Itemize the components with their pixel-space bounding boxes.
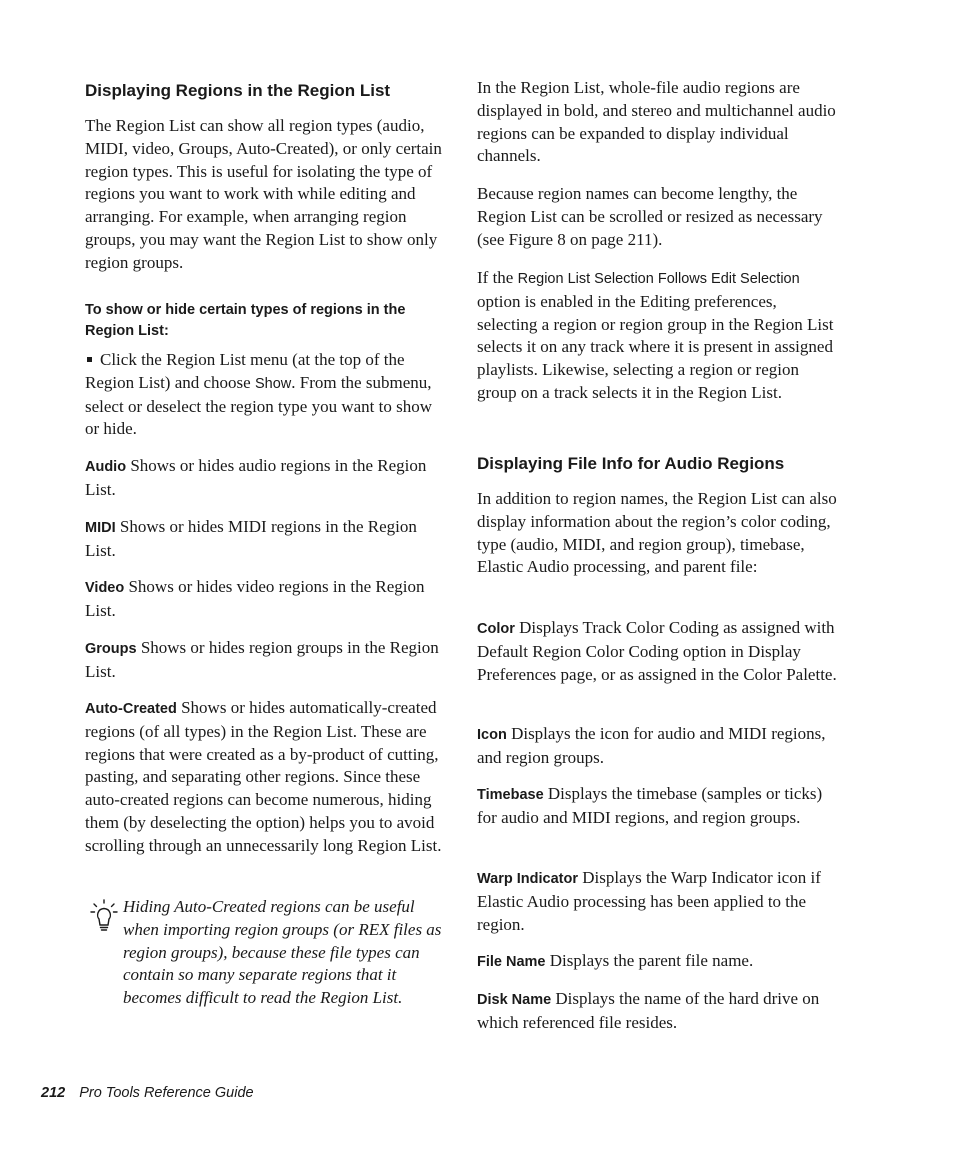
definition-item	[477, 867, 839, 936]
definition-item	[477, 783, 839, 830]
item-text: Shows or hides video regions in the Region List.	[85, 577, 425, 620]
item-term: Disk Name	[477, 992, 552, 1008]
item-term: Audio	[85, 459, 127, 475]
item-text: Shows or hides MIDI regions in the Region List.	[85, 517, 417, 560]
tip-text: Hiding Auto-Created regions can be useful when importing region groups (or REX files as region groups), because these file types can contain so many separate regions that it becomes difficult to read the Region List.	[123, 897, 442, 1008]
item-term: Timebase	[477, 787, 544, 803]
item-text: Displays the timebase (samples or ticks) for audio and MIDI regions, and region groups.	[477, 784, 823, 827]
procedure-step	[85, 349, 447, 441]
page-number: 212	[41, 1085, 66, 1101]
procedure-heading: To show or hide certain types of regions in the Region List:	[85, 302, 406, 339]
section-heading-displaying-regions: Displaying Regions in the Region List	[85, 81, 391, 100]
item-term: File Name	[477, 954, 546, 970]
definition-item	[477, 723, 839, 770]
section-heading-file-info: Displaying File Info for Audio Regions	[477, 454, 785, 473]
square-bullet-icon	[87, 357, 92, 362]
item-text: Displays the name of the hard drive on which referenced file resides.	[477, 989, 820, 1032]
definition-item	[477, 950, 839, 974]
definition-item	[477, 617, 839, 686]
intro-paragraph: The Region List can show all region types (audio, MIDI, video, Groups, Auto-Created), or only certain region types. This is useful for isolating the type of regions you want to work with while editing and arranging. For example, when arranging region groups, you may want the Region List to show only region groups.	[85, 116, 442, 272]
item-term: Groups	[85, 641, 137, 657]
definition-item	[477, 988, 839, 1035]
item-text: Displays Track Color Coding as assigned with Default Region Color Coding option in Display Preferences page, or as assigned in the Color Palette.	[477, 618, 837, 684]
item-text: Shows or hides audio regions in the Region List.	[85, 456, 427, 499]
para-text-before: If the	[477, 268, 518, 287]
step-text-after: . From the submenu, select or deselect the region type you want to show or hide.	[85, 372, 432, 439]
step-text-before: Click the Region List menu (at the top of the Region List) and choose	[85, 350, 405, 392]
page-footer	[41, 1085, 254, 1101]
preference-name: Region List Selection Follows Edit Selection	[517, 271, 800, 287]
item-text: Shows or hides automatically-created regions (of all types) in the Region List. These are regions that were created as a by-product of cutting, pasting, and separating other regions. Since these auto-created regions can become numerous, hiding them (by deselecting the option) helps you to avoid scrolling through an unnecessarily long Region List.	[85, 698, 442, 855]
item-term: Auto-Created	[85, 701, 177, 717]
definition-item	[85, 455, 447, 502]
definition-item	[85, 576, 447, 623]
guide-title: Pro Tools Reference Guide	[79, 1085, 254, 1101]
item-term: Icon	[477, 727, 507, 743]
lightbulb-icon	[90, 898, 118, 932]
definition-item	[85, 516, 447, 563]
para-text-after: option is enabled in the Editing preferences, selecting a region or region group in the Region List selects it on any track where it is present in assigned playlists. Likewise, selecting a region or region group on a track selects it in the Region List.	[477, 291, 834, 402]
item-text: Shows or hides region groups in the Region List.	[85, 638, 439, 681]
definition-item	[85, 697, 447, 858]
paragraph-scrolling: Because region names can become lengthy, the Region List can be scrolled or resized as necessary (see Figure 8 on page 211).	[477, 184, 823, 249]
item-term: MIDI	[85, 520, 116, 536]
item-term: Video	[85, 580, 125, 596]
item-term: Warp Indicator	[477, 871, 578, 887]
item-text: Displays the icon for audio and MIDI regions, and region groups.	[477, 724, 826, 767]
paragraph-selection-follows	[477, 267, 839, 405]
item-text: Displays the Warp Indicator icon if Elastic Audio processing has been applied to the region.	[477, 868, 821, 934]
definition-item	[85, 637, 447, 684]
step-ui-term: Show	[254, 375, 292, 392]
file-info-intro: In addition to region names, the Region List can also display information about the region’s color coding, type (audio, MIDI, and region group), timebase, Elastic Audio processing, and parent file:	[477, 489, 837, 577]
paragraph-whole-file-regions: In the Region List, whole-file audio regions are displayed in bold, and stereo and multichannel audio regions can be expanded to display individual channels.	[477, 78, 836, 166]
item-text: Displays the parent file name.	[549, 951, 754, 970]
item-term: Color	[477, 621, 515, 637]
